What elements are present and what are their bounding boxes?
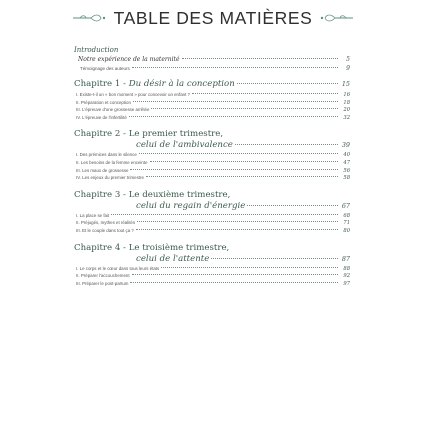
entry-label: I. Des prémices dans le silence [76,152,137,158]
flourish-left-icon [71,13,107,23]
toc-entry[interactable] [74,266,350,274]
entry-label: III. Et le couple dans tout ça ? [76,227,134,233]
leader-dots [137,221,338,222]
page-number: 58 [343,175,350,182]
page-number: 88 [343,265,350,272]
chapter-2 [74,129,350,182]
chapter-heading[interactable] [74,140,350,151]
entry-label: II. Les besoins de la femme enceinte [76,159,148,165]
chapter-subtitle: celui de l'ambivalence [136,140,233,151]
intro-heading: Introduction [74,46,119,54]
page-number: 16 [343,92,350,98]
leader-dots [146,176,338,177]
leader-dots [129,116,338,117]
leader-dots [130,282,338,283]
entry-label: I. La place se fait [76,212,110,218]
page-number: 56 [343,167,350,174]
page-number: 97 [343,280,350,287]
page-number: 15 [341,80,350,88]
page-number: 67 [341,201,350,210]
toc-entry[interactable] [74,152,350,160]
chapter-1 [74,79,350,122]
entry-label: II. Préparation et conception [76,99,131,105]
table-of-contents [74,46,350,288]
toc-entry[interactable] [74,107,350,115]
toc-entry[interactable] [74,160,350,168]
leader-dots [192,93,338,94]
leader-dots [111,214,338,215]
entry-label: IV. Les enjeux du premier trimestre [76,175,144,181]
entry-label: III. Les maux de grossesse [76,167,129,173]
page-number: 5 [346,56,350,63]
toc-entry[interactable] [74,281,350,289]
chapter-4 [74,243,350,289]
chapter-3 [74,190,350,236]
entry-label: I. Existe-t-il un « bon moment » pour concevoir un enfant ? [76,92,190,97]
leader-dots [132,274,338,275]
flourish-right-icon [319,13,355,23]
leader-dots [139,153,338,154]
entry-label: III. L'épreuve d'une grossesse arrêtée [76,107,150,113]
page-number: 68 [343,212,350,219]
page-title: TABLE DES MATIÈRES [113,7,313,28]
toc-entry[interactable] [74,213,350,221]
chapter-subtitle: celui de l'attente [136,253,210,264]
chapter-subtitle: celui du regain d'énergie [136,200,246,211]
toc-entry[interactable] [74,92,350,100]
leader-dots [151,108,338,109]
leader-dots [211,258,338,259]
toc-entry[interactable] [74,168,350,176]
toc-entry[interactable] [74,115,350,123]
leader-dots [150,161,338,162]
page-number: 18 [343,99,350,106]
toc-header [0,6,426,30]
page-number: 47 [343,159,350,166]
page-number: 39 [341,141,350,150]
chapter-heading[interactable] [74,254,350,265]
toc-entry[interactable] [74,65,350,73]
page-number: 32 [343,114,350,121]
toc-entry[interactable] [74,228,350,236]
toc-entry[interactable] [74,100,350,108]
entry-label: II. Préjugés, mythes et réalités [76,220,136,226]
entry-label: Notre expérience de la maternité [78,56,180,63]
leader-dots [133,101,338,102]
entry-label: I. Le corps et le cœur dans tous leurs états [76,265,160,271]
chapter-title: Chapitre 2 - Le premier trimestre, [74,129,224,140]
toc-entry[interactable] [74,273,350,281]
chapter-heading[interactable] [74,201,350,212]
toc-entry[interactable] [74,56,350,65]
entry-label: Témoignage des auteurs [80,66,130,71]
leader-dots [235,144,338,145]
chapter-title: Chapitre 4 - Le troisième trimestre, [74,242,230,253]
page-number: 71 [343,220,350,227]
leader-dots [130,169,338,170]
leader-dots [161,267,338,268]
page-number: 20 [343,107,350,114]
page-number: 40 [343,152,350,159]
toc-entry[interactable] [74,175,350,183]
leader-dots [237,83,338,84]
chapter-title: Chapitre 1 - Du désir à la conception [74,79,235,89]
page-number: 92 [343,273,350,280]
entry-label: IV. L'épreuve de l'infertilité [76,114,127,120]
page-number: 80 [343,227,350,234]
toc-entry[interactable] [74,220,350,228]
chapter-heading[interactable] [74,79,350,91]
leader-dots [136,229,338,230]
page-number: 87 [341,254,350,263]
leader-dots [132,67,338,68]
chapter-title: Chapitre 3 - Le deuxième trimestre, [74,189,231,200]
entry-label: III. Préparer le post-partum [76,280,129,286]
page-number: 9 [346,65,350,72]
leader-dots [182,58,339,59]
leader-dots [247,205,338,206]
entry-label: II. Préparer l'accouchement [76,273,130,279]
